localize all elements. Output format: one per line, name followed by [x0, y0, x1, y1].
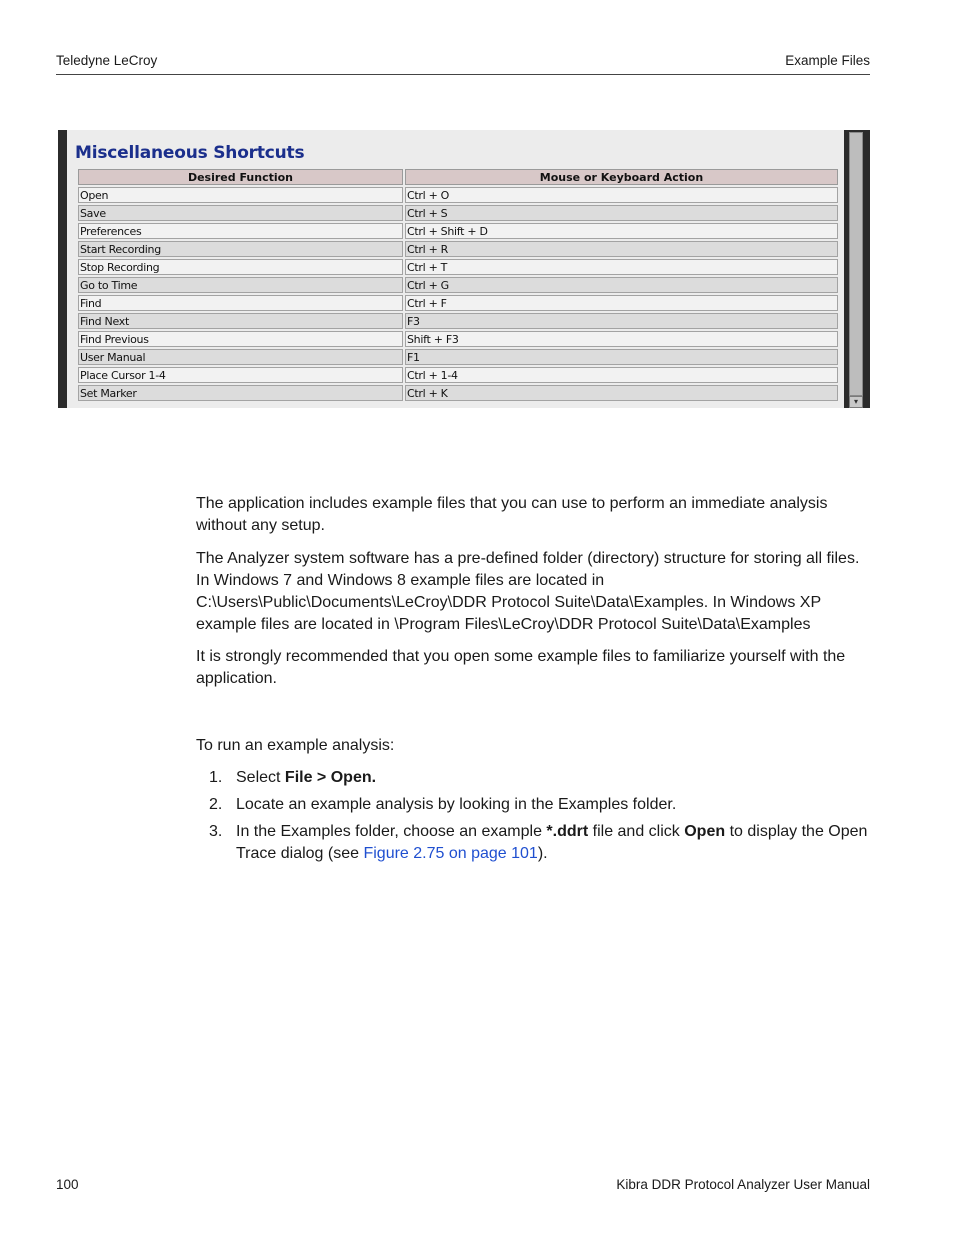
function-cell: Start Recording: [78, 241, 403, 257]
table-row: [78, 241, 838, 257]
action-cell: Ctrl + O: [405, 187, 838, 203]
function-cell: User Manual: [78, 349, 403, 365]
table-row: [78, 331, 838, 347]
action-cell: Ctrl + G: [405, 277, 838, 293]
steps-intro: To run an example analysis:: [196, 737, 395, 754]
menu-path: File > Open.: [284, 769, 377, 786]
steps-list: [196, 767, 876, 870]
function-cell: Place Cursor 1-4: [78, 367, 403, 383]
action-cell: Ctrl + Shift + D: [405, 223, 838, 239]
shortcuts-title: Miscellaneous Shortcuts: [75, 143, 305, 163]
function-cell: Set Marker: [78, 385, 403, 401]
list-item: 2. Locate an example analysis by looking in the Examples folder.: [196, 794, 876, 816]
shortcuts-table: [76, 167, 840, 403]
action-cell: Ctrl + K: [405, 385, 838, 401]
table-row: [78, 313, 838, 329]
column-header-action: Mouse or Keyboard Action: [405, 169, 838, 185]
recommendation-paragraph: It is strongly recommended that you open some example files to familiarize yourself with the application.: [196, 648, 846, 687]
table-row: [78, 277, 838, 293]
header-right: Example Files: [785, 53, 870, 68]
action-cell: F3: [405, 313, 838, 329]
function-cell: Open: [78, 187, 403, 203]
action-cell: Ctrl + S: [405, 205, 838, 221]
function-cell: Find Previous: [78, 331, 403, 347]
function-cell: Stop Recording: [78, 259, 403, 275]
shortcuts-screenshot: [58, 130, 870, 408]
table-row: [78, 259, 838, 275]
scroll-down-arrow-icon[interactable]: ▾: [849, 396, 863, 408]
list-item: 1. Select File > Open.: [196, 767, 876, 789]
intro-paragraph: The application includes example files that you can use to perform an immediate analysis without any setup.: [196, 495, 828, 534]
header-rule: [56, 74, 870, 75]
figure-link[interactable]: Figure 2.75 on page 101: [363, 845, 538, 862]
vertical-scrollbar[interactable]: [849, 132, 863, 396]
function-cell: Preferences: [78, 223, 403, 239]
table-row: [78, 187, 838, 203]
list-item: 3. In the Examples folder, choose an example *.ddrt file and click Open to display the Open Trace dialog (see Figure 2.75 on page 101).: [209, 823, 868, 862]
table-row: [78, 349, 838, 365]
action-cell: Ctrl + 1-4: [405, 367, 838, 383]
action-cell: Shift + F3: [405, 331, 838, 347]
function-cell: Find: [78, 295, 403, 311]
function-cell: Find Next: [78, 313, 403, 329]
page-number: 100: [56, 1177, 79, 1192]
step-number: 1.: [209, 769, 223, 786]
action-cell: Ctrl + R: [405, 241, 838, 257]
function-cell: Save: [78, 205, 403, 221]
footer-title: Kibra DDR Protocol Analyzer User Manual: [616, 1177, 870, 1192]
screenshot-left-border: [58, 130, 67, 408]
function-cell: Go to Time: [78, 277, 403, 293]
action-cell: Ctrl + T: [405, 259, 838, 275]
table-header-row: [78, 169, 838, 185]
action-cell: F1: [405, 349, 838, 365]
table-row: [78, 205, 838, 221]
file-extension: *.ddrt: [546, 823, 589, 840]
table-row: [78, 385, 838, 401]
step-number: 2.: [209, 796, 223, 813]
step-number: 3.: [209, 823, 223, 840]
table-row: [78, 223, 838, 239]
action-cell: Ctrl + F: [405, 295, 838, 311]
column-header-function: Desired Function: [78, 169, 403, 185]
table-row: [78, 367, 838, 383]
folder-paragraph: The Analyzer system software has a pre-defined folder (directory) structure for storing all files. In Windows 7 and Windows 8 example files are located in C:\Users\Public\Documents\LeCroy\DDR Protocol Suite\Data\Examples. In Windows XP example files are located in \Program Files\LeCroy\DDR Protocol Suite\Data\Examples: [196, 550, 860, 633]
table-row: [78, 295, 838, 311]
header-left: Teledyne LeCroy: [56, 53, 158, 68]
open-keyword: Open: [684, 823, 726, 840]
